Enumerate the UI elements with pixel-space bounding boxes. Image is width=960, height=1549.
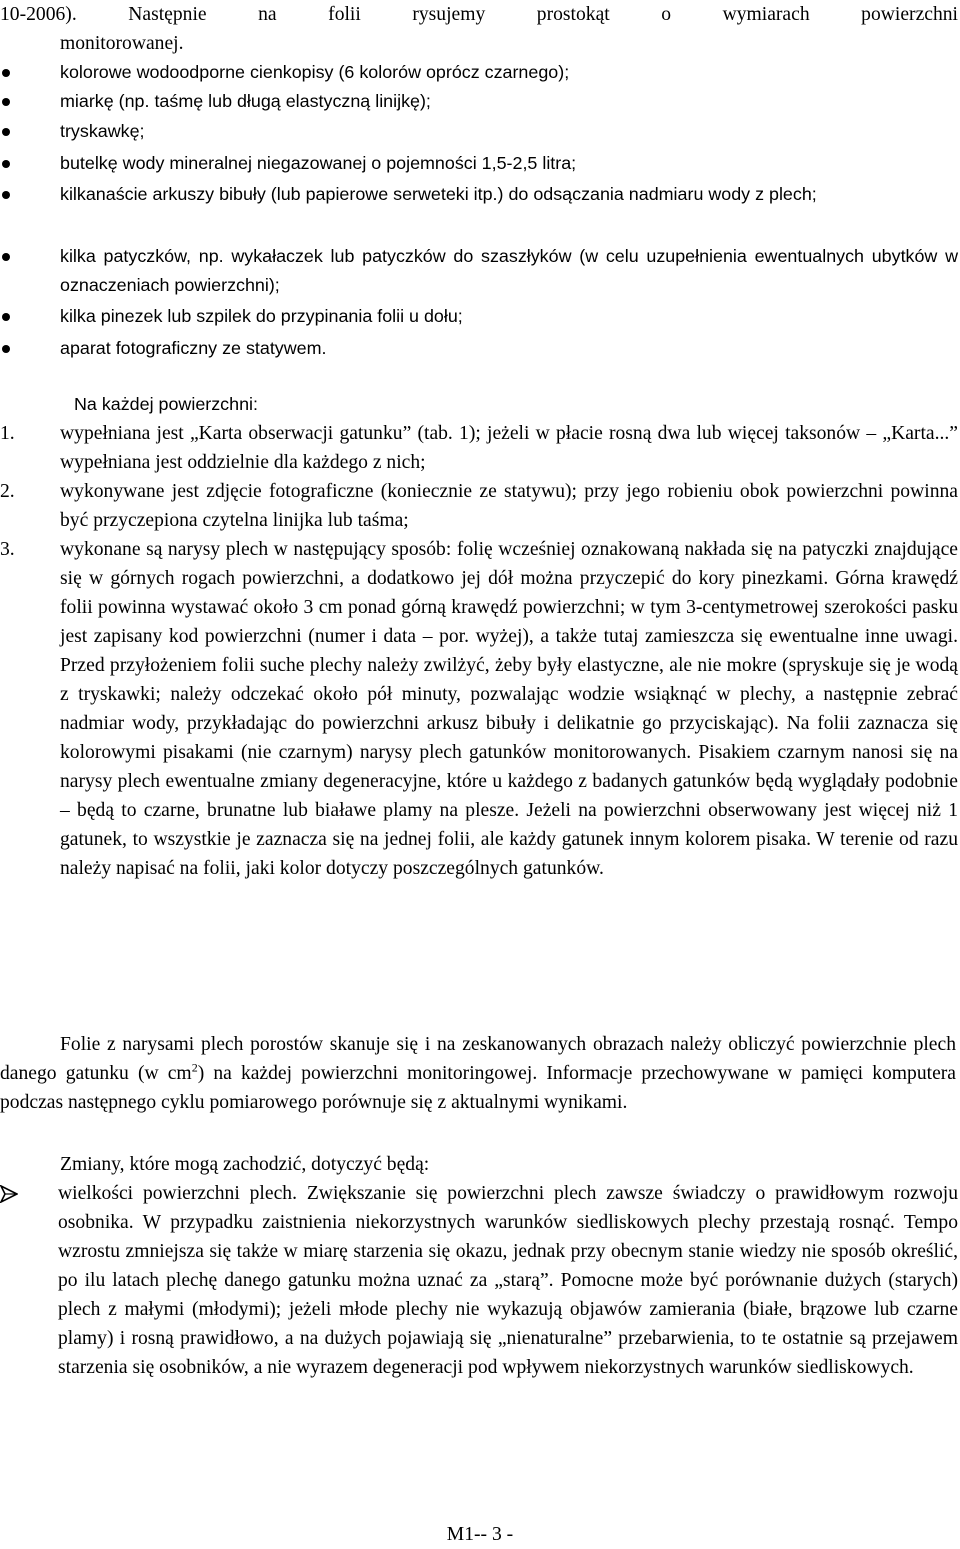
bullet-text: butelkę wody mineralnej niegazowanej o pojemności 1,5-2,5 litra; [60,153,577,173]
item-text: wykonane są narysy plech w następujący sposób: folię wcześniej oznakowaną nakłada się na patyczki znajdujące się w górnych rogach powierzchni, a dodatkowo jej dół można przyczepić do kory pinezkami. Górna krawędź folii powinna wystawać około 3 cm ponad górną krawędź powierzchni; w tym 3-centymetrowej szerokości pasku jest zapisany kod powierzchni (numer i data – por. wyżej), a także tutaj zamieszcza się ewentualne inne uwagi. Przed przyłożeniem folii suche plechy należy zwilżyć, żeby były elastyczne, ale nie mokre (spryskuje się je wodą z tryskawki; należy odczekać około pół minuty, pozwalając wodzie wsiąknąć w plechy, a następnie zebrać nadmiar wody, przykładając do powierzchni arkusz bibuły i delikatnie go przyciskając). Na folii zaznacza się kolorowymi pisakami (nie czarnym) narysy plech gatunków monitorowanych. Pisakiem czarnym nanosi się na narysy plech ewentualne zmiany degeneracyjne, które u każdego z badanych gatunków będą wyglądały podobnie – będą to czarne, brunatne lub białawe plamy na plesze. Jeżeli na powierzchni obserwowany jest więcej niż 1 gatunek, to wszystkie je zaznacza się na jednej folii, ale każdy gatunek innym kolorem pisaka. W terenie od razu należy napisać na folii, jaki kolor dotyczy poszczególnych gatunków. [60,539,958,879]
page-footer: M1-- 3 - [446,1524,514,1545]
bullet-item [0,58,958,87]
arrow-list-item [0,1179,958,1382]
bullet-text: kilka patyczków, np. wykałaczek lub patyczków do szaszłyków (w celu uzupełnienia ewentualnych ubytków w oznaczeniach powierzchni); [60,246,958,295]
continuation-line-2: monitorowanej. [60,33,184,54]
numbered-item [0,419,958,477]
continuation-text [0,0,958,58]
bullet-icon [2,160,10,168]
bullet-item [0,334,958,363]
bullet-item [0,242,958,300]
item-number: 3. [0,539,15,560]
section-heading: Na każdej powierzchni: [74,394,258,414]
item-text: wykonywane jest zdjęcie fotograficzne (koniecznie ze statywu); przy jego robieniu obok powierzchni powinna być przyczepiona czytelna linijka lub taśma; [60,481,958,531]
bullet-text: kolorowe wodoodporne cienkopisy (6 kolorów oprócz czarnego); [60,62,570,82]
bullet-text: miarkę (np. taśmę lub długą elastyczną linijkę); [60,91,431,111]
bullet-item [0,149,958,178]
bullet-text: aparat fotograficzny ze statywem. [60,338,327,358]
item-number: 2. [0,481,15,502]
bullet-icon [2,191,10,199]
bullet-text: tryskawkę; [60,121,145,141]
paragraph-text-2: ) na każdej powierzchni monitoringowej. Informacje przechowywane w pamięci komputera podczas następnego cyklu pomiarowego porównuje się z aktualnymi wynikami. [0,1063,956,1113]
arrow-bullet-icon [0,1185,18,1203]
body-paragraph [0,1030,956,1117]
bullet-text: kilkanaście arkuszy bibuły (lub papierowe serweteki itp.) do odsączania nadmiaru wody z plech; [60,184,817,204]
bullet-item [0,87,958,116]
bullet-icon [2,128,10,136]
arrow-item-text: wielkości powierzchni plech. Zwiększanie się powierzchni plech zawsze świadczy o prawidłowym rozwoju osobnika. W przypadku zaistnienia niekorzystnych warunków siedliskowych plechy przestają rosnąć. Tempo wzrostu zmniejsza się także w miarę starzenia się okazu, jednak przy obecnym stanie wiedzy nie sposób określić, po ilu latach plechę danego gatunku można uznać za „starą”. Pomocne może być porównanie dużych (starych) plech z małymi (młodymi); jeżeli młode plechy nie wykazują objawów zamierania (białe, brązowe lub czarne plamy) i rosną prawidłowo, a na dużych pojawiają się „nienaturalne” przebarwienia, to te ostatnie są przejawem starzenia się osobników, a nie wyrazem degeneracji pod wpływem niekorzystnych warunków siedliskowych. [58,1183,958,1378]
bullet-icon [2,69,10,77]
bullet-icon [2,98,10,106]
bullet-icon [2,313,10,321]
numbered-item [0,535,958,883]
item-text: wypełniana jest „Karta obserwacji gatunku” (tab. 1); jeżeli w płacie rosną dwa lub więcej taksonów – „Karta...” wypełniana jest oddzielnie dla każdego z nich; [60,423,958,473]
continuation-line-1: 10-2006). Następnie na folii rysujemy prostokąt o wymiarach powierzchni [0,4,958,25]
superscript: 2 [191,1060,198,1075]
bullet-icon [2,345,10,353]
bullet-icon [2,253,10,261]
bullet-item [0,117,958,146]
item-number: 1. [0,423,15,444]
bullet-item [0,180,958,209]
paragraph-text-1: Folie z narysami plech porostów skanuje się i na zeskanowanych obrazach należy obliczyć powierzchnie plech danego gatunku (w cm [0,1034,956,1084]
numbered-item [0,477,958,535]
changes-intro: Zmiany, które mogą zachodzić, dotyczyć będą: [60,1154,430,1175]
bullet-item [0,302,958,331]
bullet-text: kilka pinezek lub szpilek do przypinania folii u dołu; [60,306,463,326]
